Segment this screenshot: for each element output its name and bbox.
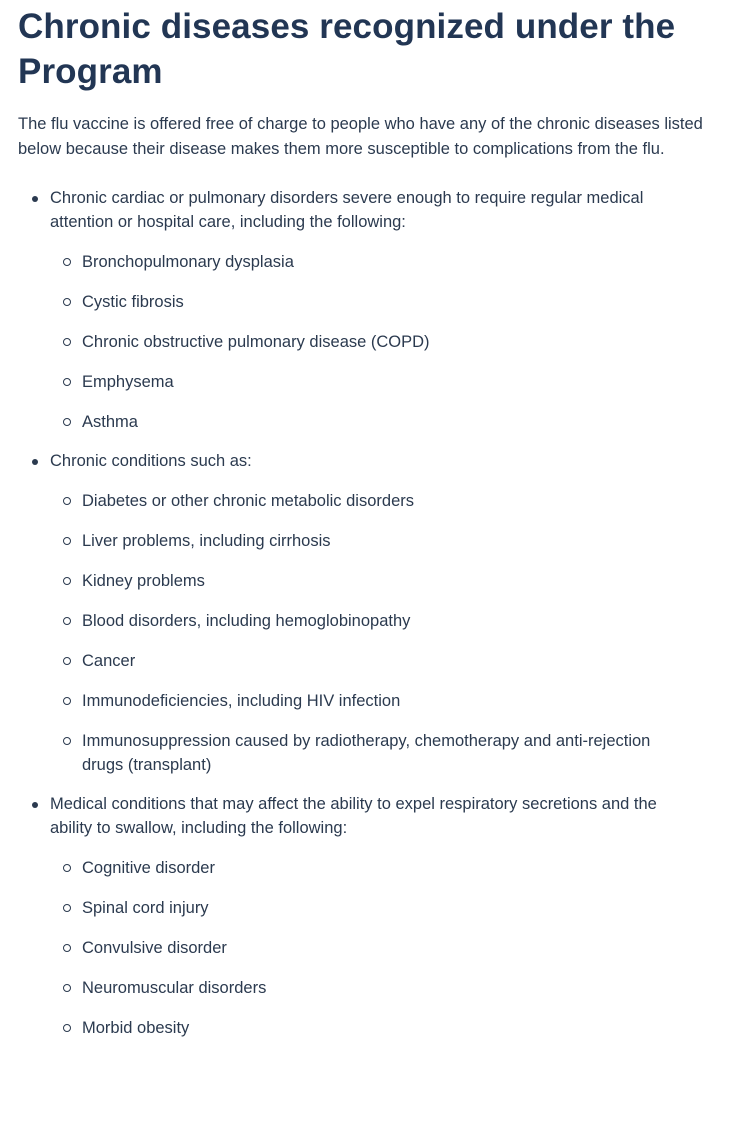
article <box>18 0 718 1040</box>
circle-bullet-icon <box>63 617 71 625</box>
sub-list-item-text: Cognitive disorder <box>82 859 215 877</box>
sub-list-item <box>50 896 718 920</box>
sub-list <box>50 250 718 434</box>
list-item-text: Chronic conditions such as: <box>50 452 252 470</box>
sub-list-item <box>50 649 718 673</box>
list-item-text: Medical conditions that may affect the ability to expel respiratory secretions and the ability to swallow, including the following: <box>50 795 657 837</box>
sub-list-item <box>50 489 718 513</box>
sub-list-item-text: Convulsive disorder <box>82 939 227 957</box>
sub-list-item <box>50 370 718 394</box>
list-item-swallowing-secretions <box>18 792 718 1040</box>
circle-bullet-icon <box>63 904 71 912</box>
circle-bullet-icon <box>63 864 71 872</box>
circle-bullet-icon <box>63 657 71 665</box>
sub-list-item <box>50 290 718 314</box>
circle-bullet-icon <box>63 258 71 266</box>
sub-list-item-text: Morbid obesity <box>82 1019 190 1037</box>
sub-list-item <box>50 976 718 1000</box>
sub-list-item <box>50 856 718 880</box>
sub-list-item <box>50 410 718 434</box>
circle-bullet-icon <box>63 378 71 386</box>
sub-list-item <box>50 729 718 777</box>
bullet-icon <box>32 459 38 465</box>
circle-bullet-icon <box>63 298 71 306</box>
sub-list-item <box>50 609 718 633</box>
list-item-cardiac-pulmonary <box>18 186 718 434</box>
sub-list-item <box>50 569 718 593</box>
sub-list-item-text: Kidney problems <box>82 572 205 590</box>
sub-list-item-text: Emphysema <box>82 373 174 391</box>
circle-bullet-icon <box>63 737 71 745</box>
sub-list-item-text: Liver problems, including cirrhosis <box>82 532 331 550</box>
circle-bullet-icon <box>63 418 71 426</box>
sub-list-item-text: Immunosuppression caused by radiotherapy, chemotherapy and anti-rejection drugs (transplant) <box>82 732 651 774</box>
circle-bullet-icon <box>63 1024 71 1032</box>
sub-list-item-text: Diabetes or other chronic metabolic disorders <box>82 492 414 510</box>
sub-list-item-text: Cancer <box>82 652 136 670</box>
sub-list-item-text: Chronic obstructive pulmonary disease (COPD) <box>82 333 430 351</box>
circle-bullet-icon <box>63 497 71 505</box>
sub-list-item-text: Immunodeficiencies, including HIV infection <box>82 692 401 710</box>
circle-bullet-icon <box>63 984 71 992</box>
bullet-icon <box>32 802 38 808</box>
list-item-text: Chronic cardiac or pulmonary disorders severe enough to require regular medical attention or hospital care, including the following: <box>50 189 644 231</box>
sub-list-item <box>50 529 718 553</box>
intro-paragraph: The flu vaccine is offered free of charge to people who have any of the chronic diseases listed below because their disease makes them more susceptible to complications from the flu. <box>18 115 703 158</box>
sub-list-item-text: Cystic fibrosis <box>82 293 184 311</box>
sub-list-item <box>50 330 718 354</box>
sub-list-item-text: Blood disorders, including hemoglobinopathy <box>82 612 411 630</box>
sub-list <box>50 489 718 777</box>
circle-bullet-icon <box>63 537 71 545</box>
sub-list-item-text: Bronchopulmonary dysplasia <box>82 253 294 271</box>
sub-list-item-text: Spinal cord injury <box>82 899 209 917</box>
sub-list <box>50 856 718 1040</box>
list-item-chronic-conditions <box>18 449 718 777</box>
circle-bullet-icon <box>63 697 71 705</box>
sub-list-item <box>50 936 718 960</box>
circle-bullet-icon <box>63 944 71 952</box>
sub-list-item <box>50 1016 718 1040</box>
sub-list-item <box>50 689 718 713</box>
circle-bullet-icon <box>63 577 71 585</box>
sub-list-item-text: Neuromuscular disorders <box>82 979 267 997</box>
page-title: Chronic diseases recognized under the Program <box>18 7 676 91</box>
sub-list-item-text: Asthma <box>82 413 138 431</box>
circle-bullet-icon <box>63 338 71 346</box>
bullet-icon <box>32 196 38 202</box>
disease-list <box>18 186 718 1040</box>
sub-list-item <box>50 250 718 274</box>
